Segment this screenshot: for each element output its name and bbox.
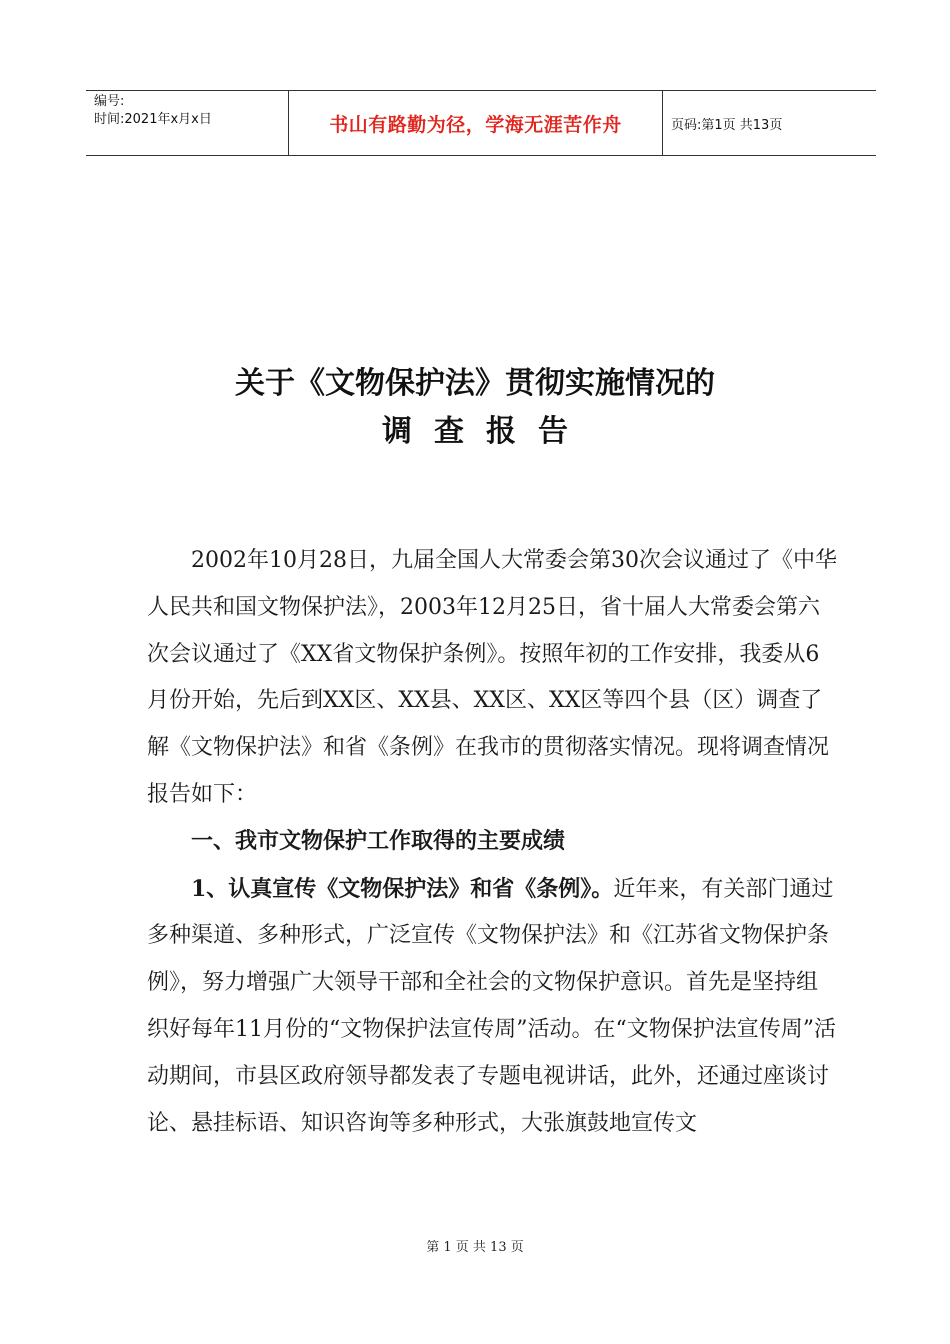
header-meta xyxy=(86,91,288,155)
paragraph-1-body: 近年来，有关部门通过多种渠道、多种形式，广泛宣传《文物保护法》和《江苏省文物保护条例》，努力增强广大领导干部和全社会的文物保护意识。首先是坚持组织好每年11月份的“文物保护法宣传周”活动。在“文物保护法宣传周”活动期间，市县区政府领导都发表了专题电视讲话，此外，还通过座谈讨论、悬挂标语、知识咨询等多种形式，大张旗鼓地宣传文 xyxy=(147,876,836,1136)
header-page-info: 页码:第1页 共13页 xyxy=(671,117,783,133)
paragraph-1-lead: 1、认真宣传《文物保护法》和省《条例》。 xyxy=(191,875,614,902)
document-title-line1: 关于《文物保护法》贯彻实施情况的 xyxy=(235,366,715,401)
header-motto: 书山有路勤为径，学海无涯苦作舟 xyxy=(329,113,622,136)
document-title-line2: 调查报告 xyxy=(382,414,590,449)
header-page-cell xyxy=(663,91,876,155)
document-body xyxy=(147,538,837,1147)
document-time-label: 时间:2021年x月x日 xyxy=(94,112,212,127)
intro-paragraph: 2002年10月28日，九届全国人大常委会第30次会议通过了《中华人民共和国文物保护法》，2003年12月25日，省十届人大常委会第六次会议通过了《XX省文物保护条例》。按照年初的工作安排，我委从6月份开始，先后到XX区、XX县、XX区、XX区等四个县（区）调查了解《文物保护法》和省《条例》在我市的贯彻落实情况。现将调查情况报告如下： xyxy=(147,548,837,807)
paragraph-1 xyxy=(147,866,837,1148)
header-motto-cell xyxy=(288,91,663,155)
document-header xyxy=(86,90,876,156)
page-footer: 第 1 页 共 13 页 xyxy=(426,1240,524,1255)
document-number-label: 编号: xyxy=(94,94,125,109)
section-heading: 一、我市文物保护工作取得的主要成绩 xyxy=(191,828,566,854)
